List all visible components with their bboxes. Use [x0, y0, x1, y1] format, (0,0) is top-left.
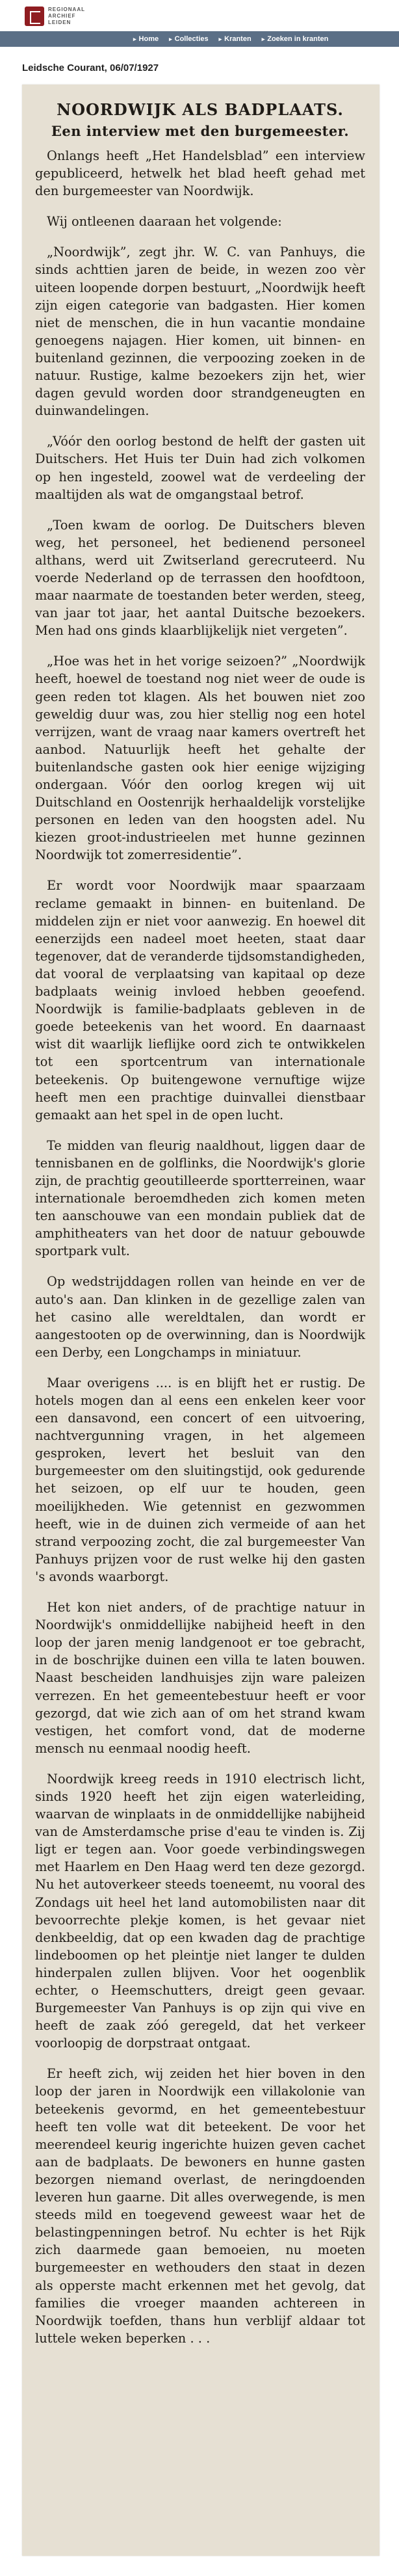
article-paragraph: Onlangs heeft „Het Handelsblad” een interview gepubliceerd, hetwelk het blad heeft gehad met den burgemeester van Noordwijk. — [35, 148, 365, 199]
article-paragraph: Wij ontleenen daaraan het volgende: — [47, 214, 282, 230]
article-headline: NOORDWIJK ALS BADPLAATS. — [57, 100, 344, 119]
article-paragraph: Er wordt voor Noordwijk maar spaarzaam reclame gemaakt in binnen- en buitenland. De middelen zijn er niet voor aanwezig. En hoewel dit eenerzijds een nadeel moet heeten, staat daar tegenover, dat de veranderde tijdsomstandigheden, dat vooral de verplaatsing van kapitaal op deze badplaats weinig invloed hebben geoefend. Noordwijk is familie-badplaats gebleven in de goede beteekenis van het woord. En daarnaast wist dit waarlijk lieflijke oord zich te ontwikkelen tot een sportcentrum van internationale beteekenis. Op buitengewone vernuftige wijze heeft men een prachtige duinvallei dienstbaar gemaakt aan het spel in de open lucht. — [35, 878, 365, 1122]
triangle-right-icon: ▸ — [261, 35, 265, 42]
article-paragraph: Het kon niet anders, of de prachtige natuur in Noordwijk's onmiddellijke nabijheid heeft in den loop der jaren menig landgenoot er toe gebracht, in de boschrijke duinen een villa te laten bouwen. Naast bescheiden landhuisjes zijn ware paleizen verrezen. En het gemeentebestuur heeft er voor gezorgd, dat wie zich aan of om het strand kwam vestigen, het comfort vond, dat de moderne mensch nu eenmaal noodig heeft. — [35, 1600, 365, 1756]
newspaper-scan — [22, 85, 380, 2556]
logo-line: LEIDEN — [48, 20, 71, 25]
nav-label: Kranten — [224, 35, 251, 43]
article-paragraph: Maar overigens .... is en blijft het er rustig. De hotels mogen dan al eens een enkelen keer voor een dansavond, een concert of een uitvoering, nachtvergunning vragen, in het algemeen gesproken, levert het besluit van den burgemeester om den sluitingstijd, ook gedurende het seizoen, op elf uur te houden, geen moeilijkheden. Wie getennist en gezwommen heeft, wie in de duinen zich vermeide of aan het strand verpoozing zocht, die zal burgemeester Van Panhuys prijzen voor de rust welke hij den gasten 's avonds waarborgt. — [35, 1375, 365, 1584]
nav-label: Collecties — [174, 35, 209, 43]
article-paragraph: „Toen kwam de oorlog. De Duitschers bleven weg, het personeel, het bedienend personeel althans, werd uit Zwitserland gerecruteerd. Nu voerde Nederland op de terrassen den hoofdtoon, maar naarmate de toestanden beter werden, steeg, van jaar tot jaar, het aantal Duitsche bezoekers. Men had ons ginds klaarblijkelijk niet vergeten”. — [35, 517, 365, 639]
article-subhead: Een interview met den burgemeester. — [51, 123, 350, 139]
logo-line: ARCHIEF — [48, 13, 76, 19]
nav-item-home[interactable] — [133, 35, 159, 43]
article-paragraph: Noordwijk kreeg reeds in 1910 electrisch licht, sinds 1920 heeft het zijn eigen waterleiding, waarvan de winplaats in de onmiddellijke nabijheid van de Amsterdamsche prise d'eau te vinden is. Zij ligt er tegen aan. Voor goede verbindingswegen met Haarlem en Den Haag werd ten deze gezorgd. Nu het autoverkeer steeds toeneemt, nu vooral des Zondags uit heel het land automobilisten naar dit bevoorrechte plekje komen, is het gevaar niet denkbeeldig, dat op een kwaden dag de prachtige lindeboomen op het pleintje niet langer te dulden hinderpalen zullen blijven. Voor het oogenblik echter, o Heemschutters, dreigt geen gevaar. Burgemeester Van Panhuys is op zijn qui vive en heeft de zaak zóó geregeld, dat het verkeer voorloopig de dorpstraat ontgaat. — [35, 1771, 365, 2051]
article-paragraph: „Vóór den oorlog bestond de helft der gasten uit Duitschers. Het Huis ter Duin had zich volkomen op hen ingesteld, zoowel wat de verdeeling der maaltijden als wat de omgangstaal betrof. — [35, 434, 365, 502]
article-paragraph: Te midden van fleurig naaldhout, liggen daar de tennisbanen en de golflinks, die Noordwijk's glorie zijn, de prachtig geoutilleerde sportterreinen, waar internationale beroemdheden zich komen meten ten aanschouwe van een mondain publiek dat de amphitheaters van het door de natuur gebouwde sportpark vult. — [35, 1137, 365, 1259]
article — [22, 85, 380, 2347]
article-paragraph: Er heeft zich, wij zeiden het hier boven in den loop der jaren in Noordwijk een villakolonie van beteekenis gevormd, en het gemeentebestuur heeft ten volle wat dit beteekent. De voor het meerendeel keurig ingerichte huizen geven cachet aan de badplaats. De bewoners en hunne gasten bezorgen niemand overlast, de neringdoenden leveren hun gaarne. Dit alles overwegende, is men steeds mild en toegevend geweest waar het de belastingpenningen betrof. Nu echter is het Rijk zich daarmede gaan bemoeien, nu moeten burgemeester en wethouders den staat in dezen als opperste macht erkennen met het gevolg, dat families die vroeger maanden achtereen in Noordwijk toefden, thans hun verblijf aldaar tot luttele weken beperken . . . — [35, 2066, 365, 2346]
main-navigation — [0, 31, 399, 47]
article-paragraph: „Hoe was het in het vorige seizoen?” „Noordwijk heeft, hoewel de toestand nog niet weer de oude is geen reden tot klagen. Als het bouwen niet zoo geweldig duur was, zou hier stellig nog een hotel verrijzen, want de vraag naar kamers overtreft het aanbod. Natuurlijk heeft het gehalte der buitenlandsche gasten ook hier eenige wijziging ondergaan. Vóór den oorlog kregen wij uit Duitschland en Oostenrijk herhaaldelijk vorstelijke personen en leden van den hoogsten adel. Nu kiezen groot-industrieelen met hunne gezinnen Noordwijk tot zomerresidentie”. — [35, 654, 365, 863]
nav-label: Zoeken in kranten — [267, 35, 329, 43]
page-title: Leidsche Courant, 06/07/1927 — [22, 62, 159, 73]
nav-item-zoeken[interactable] — [262, 35, 329, 43]
nav-item-collecties[interactable] — [169, 35, 209, 43]
nav-label: Home — [138, 35, 159, 43]
triangle-right-icon: ▸ — [169, 35, 172, 42]
site-header — [0, 0, 399, 53]
triangle-right-icon: ▸ — [133, 35, 136, 42]
article-paragraph: Op wedstrijddagen rollen van heinde en ver de auto's aan. Dan klinken in de gezellige zalen van het casino alle wereldtalen, dan wordt er aangestooten op de overwinning, dan is Noordwijk een Derby, een Longchamps in miniatuur. — [35, 1274, 365, 1360]
triangle-right-icon: ▸ — [218, 35, 222, 42]
archive-logo-text[interactable] — [48, 7, 85, 26]
archive-logo-icon[interactable] — [25, 7, 44, 26]
article-paragraph: „Noordwijk”, zegt jhr. W. C. van Panhuys, die sinds achttien jaren de beide, in wezen zoo vèr uiteen loopende dorpen bestuurt, „Noordwijk heeft zijn eigen categorie van badgasten. Hier komen niet de menschen, die in hun vacantie mondaine genoegens najagen. Hier komen, uit binnen- en buitenland gezinnen, die verpoozing zoeken in de natuur. Rustige, kalme bezoekers zijn het, wier dagen gevuld worden door strandgeneugten en duinwandelingen. — [35, 245, 365, 419]
logo-line: REGIONAAL — [48, 7, 85, 12]
nav-item-kranten[interactable] — [219, 35, 251, 43]
